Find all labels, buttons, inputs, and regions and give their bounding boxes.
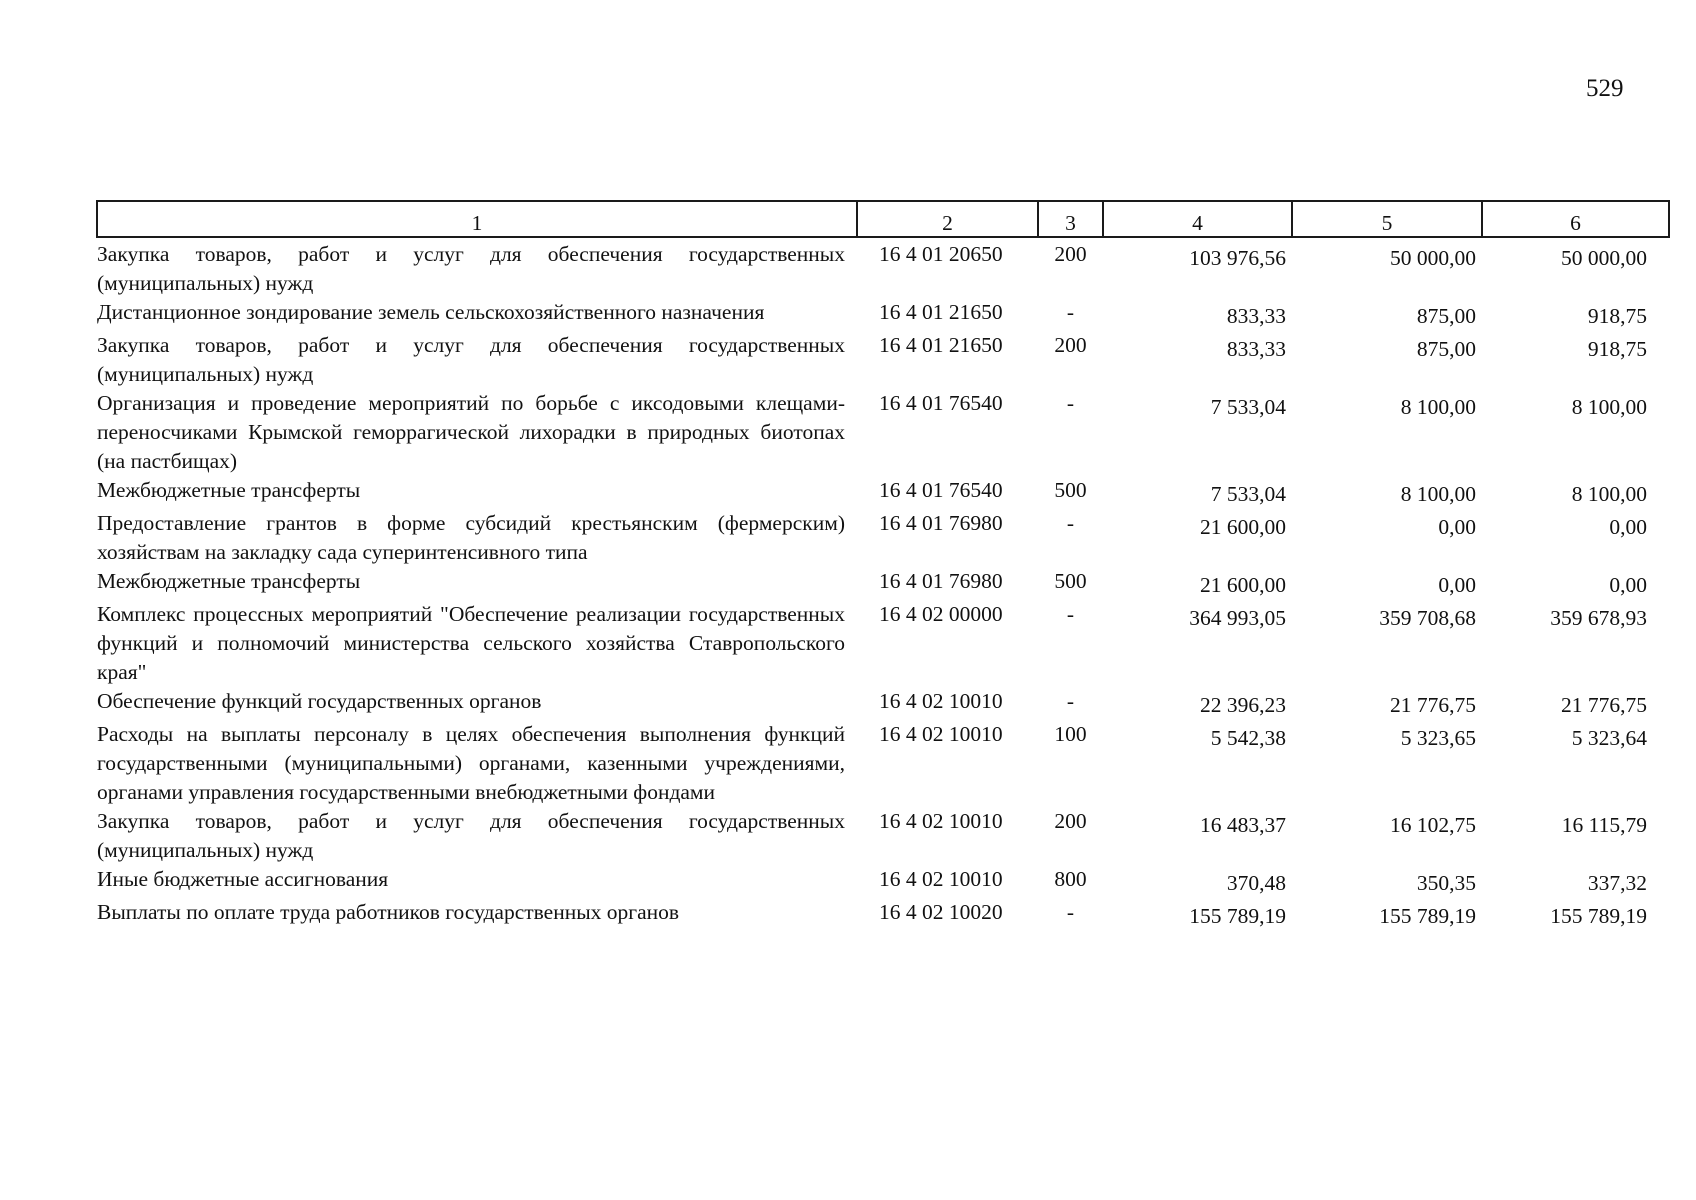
row-name-cell: Иные бюджетные ассигнования — [97, 867, 389, 891]
row-value-col5-cell — [1292, 476, 1482, 509]
table-row — [97, 476, 1669, 509]
row-expense-type-cell: 500 — [1054, 569, 1087, 593]
row-expense-type-cell: 200 — [1054, 809, 1087, 833]
row-value-col4-cell — [1103, 298, 1292, 331]
table-header — [97, 201, 1669, 237]
row-value-col5-cell — [1292, 509, 1482, 567]
row-value-col6-cell — [1482, 509, 1669, 567]
value-text: 16 115,79 — [1561, 813, 1647, 837]
row-value-col4-cell — [1103, 898, 1292, 931]
header-col-1: 1 — [97, 201, 857, 237]
row-value-col4-cell — [1103, 720, 1292, 807]
table-body — [97, 237, 1669, 931]
table-row — [97, 389, 1669, 476]
header-col-6: 6 — [1482, 201, 1669, 237]
value-text: 0,00 — [1438, 573, 1476, 597]
row-code-cell: 16 4 02 10010 — [879, 689, 1003, 713]
row-value-col4-cell — [1103, 331, 1292, 389]
header-row — [97, 201, 1669, 237]
row-value-col5-cell — [1292, 600, 1482, 687]
value-text: 5 323,65 — [1400, 726, 1476, 750]
table-row — [97, 898, 1669, 931]
value-text: 370,48 — [1226, 871, 1286, 895]
value-text: 359 708,68 — [1379, 606, 1476, 630]
row-value-col4-cell — [1103, 476, 1292, 509]
row-value-col4-cell — [1103, 687, 1292, 720]
value-text: 7 533,04 — [1210, 482, 1286, 506]
row-name-cell: Выплаты по оплате труда работников государственных органов — [97, 900, 680, 924]
header-col-2: 2 — [857, 201, 1038, 237]
value-text: 875,00 — [1416, 304, 1476, 328]
row-value-col6-cell — [1482, 476, 1669, 509]
value-text: 7 533,04 — [1210, 395, 1286, 419]
value-text: 833,33 — [1226, 304, 1286, 328]
table-row — [97, 567, 1669, 600]
row-code-cell: 16 4 01 76980 — [879, 511, 1003, 535]
row-value-col5-cell — [1292, 237, 1482, 298]
value-text: 337,32 — [1587, 871, 1647, 895]
value-text: 359 678,93 — [1550, 606, 1647, 630]
table-row — [97, 807, 1669, 865]
row-value-col6-cell — [1482, 898, 1669, 931]
row-value-col4-cell — [1103, 807, 1292, 865]
row-expense-type-cell: 200 — [1054, 333, 1087, 357]
value-text: 5 542,38 — [1210, 726, 1286, 750]
row-code-cell: 16 4 01 21650 — [879, 300, 1003, 324]
row-value-col4-cell — [1103, 600, 1292, 687]
row-name-cell: Межбюджетные трансферты — [97, 569, 361, 593]
row-value-col5-cell — [1292, 898, 1482, 931]
row-code-cell: 16 4 01 20650 — [879, 242, 1003, 266]
row-expense-type-cell: - — [1066, 689, 1075, 713]
row-value-col6-cell — [1482, 865, 1669, 898]
value-text: 50 000,00 — [1561, 246, 1647, 270]
row-value-col4-cell — [1103, 865, 1292, 898]
table-row — [97, 600, 1669, 687]
value-text: 16 102,75 — [1390, 813, 1476, 837]
row-expense-type-cell: 100 — [1054, 722, 1087, 746]
row-value-col4-cell — [1103, 509, 1292, 567]
row-value-col5-cell — [1292, 865, 1482, 898]
row-value-col5-cell — [1292, 389, 1482, 476]
header-col-4: 4 — [1103, 201, 1292, 237]
row-name-cell: Комплекс процессных мероприятий "Обеспечение реализации государственных функций и полномочий министерства сельского хозяйства Ставропольского края" — [97, 602, 845, 684]
value-text: 0,00 — [1438, 515, 1476, 539]
row-code-cell: 16 4 01 76540 — [879, 391, 1003, 415]
row-code-cell: 16 4 02 10020 — [879, 900, 1003, 924]
row-value-col5-cell — [1292, 687, 1482, 720]
row-value-col6-cell — [1482, 389, 1669, 476]
row-value-col6-cell — [1482, 807, 1669, 865]
table-row — [97, 298, 1669, 331]
row-value-col5-cell — [1292, 331, 1482, 389]
row-value-col6-cell — [1482, 331, 1669, 389]
value-text: 364 993,05 — [1189, 606, 1286, 630]
row-code-cell: 16 4 02 10010 — [879, 867, 1003, 891]
value-text: 875,00 — [1416, 337, 1476, 361]
value-text: 21 776,75 — [1561, 693, 1647, 717]
value-text: 155 789,19 — [1379, 904, 1476, 928]
value-text: 8 100,00 — [1400, 395, 1476, 419]
value-text: 155 789,19 — [1189, 904, 1286, 928]
row-value-col4-cell — [1103, 567, 1292, 600]
row-code-cell: 16 4 02 10010 — [879, 722, 1003, 746]
value-text: 103 976,56 — [1189, 246, 1286, 270]
row-value-col5-cell — [1292, 298, 1482, 331]
row-expense-type-cell: - — [1066, 391, 1075, 415]
value-text: 22 396,23 — [1200, 693, 1286, 717]
row-value-col5-cell — [1292, 720, 1482, 807]
row-name-cell: Межбюджетные трансферты — [97, 478, 361, 502]
value-text: 0,00 — [1609, 515, 1647, 539]
row-expense-type-cell: - — [1066, 300, 1075, 324]
row-code-cell: 16 4 02 10010 — [879, 809, 1003, 833]
row-value-col5-cell — [1292, 567, 1482, 600]
row-name-cell: Дистанционное зондирование земель сельскохозяйственного назначения — [97, 300, 765, 324]
row-value-col6-cell — [1482, 298, 1669, 331]
value-text: 8 100,00 — [1400, 482, 1476, 506]
value-text: 918,75 — [1587, 337, 1647, 361]
row-value-col5-cell — [1292, 807, 1482, 865]
row-expense-type-cell: 500 — [1054, 478, 1087, 502]
row-expense-type-cell: 200 — [1054, 242, 1087, 266]
row-code-cell: 16 4 02 00000 — [879, 602, 1003, 626]
row-value-col4-cell — [1103, 237, 1292, 298]
value-text: 21 600,00 — [1200, 515, 1286, 539]
row-value-col6-cell — [1482, 567, 1669, 600]
row-code-cell: 16 4 01 21650 — [879, 333, 1003, 357]
table-row — [97, 509, 1669, 567]
row-expense-type-cell: - — [1066, 602, 1075, 626]
row-code-cell: 16 4 01 76980 — [879, 569, 1003, 593]
row-expense-type-cell: - — [1066, 900, 1075, 924]
budget-table — [96, 200, 1670, 931]
value-text: 918,75 — [1587, 304, 1647, 328]
value-text: 5 323,64 — [1571, 726, 1647, 750]
row-name-cell: Организация и проведение мероприятий по борьбе с иксодовыми клещами-переносчиками Крымской геморрагической лихорадки в природных биотопах (на пастбищах) — [97, 391, 845, 473]
value-text: 0,00 — [1609, 573, 1647, 597]
value-text: 8 100,00 — [1571, 482, 1647, 506]
table-row — [97, 331, 1669, 389]
value-text: 8 100,00 — [1571, 395, 1647, 419]
value-text: 833,33 — [1226, 337, 1286, 361]
table-row — [97, 237, 1669, 298]
page-number: 529 — [1586, 75, 1624, 102]
row-value-col6-cell — [1482, 720, 1669, 807]
header-col-5: 5 — [1292, 201, 1482, 237]
row-expense-type-cell: 800 — [1054, 867, 1087, 891]
row-name-cell: Обеспечение функций государственных органов — [97, 689, 542, 713]
row-name-cell: Закупка товаров, работ и услуг для обеспечения государственных (муниципальных) нужд — [97, 809, 845, 862]
value-text: 155 789,19 — [1550, 904, 1647, 928]
row-expense-type-cell: - — [1066, 511, 1075, 535]
header-col-3: 3 — [1038, 201, 1103, 237]
row-name-cell: Расходы на выплаты персоналу в целях обеспечения выполнения функций государственными (муниципальными) органами, казенными учреждениями, органами управления государственными внебюджетными фондами — [97, 722, 845, 804]
row-value-col6-cell — [1482, 237, 1669, 298]
row-name-cell: Закупка товаров, работ и услуг для обеспечения государственных (муниципальных) нужд — [97, 242, 845, 295]
value-text: 16 483,37 — [1200, 813, 1286, 837]
value-text: 21 600,00 — [1200, 573, 1286, 597]
value-text: 350,35 — [1416, 871, 1476, 895]
row-code-cell: 16 4 01 76540 — [879, 478, 1003, 502]
table-row — [97, 687, 1669, 720]
row-value-col6-cell — [1482, 687, 1669, 720]
table-row — [97, 865, 1669, 898]
row-value-col6-cell — [1482, 600, 1669, 687]
value-text: 21 776,75 — [1390, 693, 1476, 717]
row-name-cell: Закупка товаров, работ и услуг для обеспечения государственных (муниципальных) нужд — [97, 333, 845, 386]
table-row — [97, 720, 1669, 807]
value-text: 50 000,00 — [1390, 246, 1476, 270]
row-value-col4-cell — [1103, 389, 1292, 476]
row-name-cell: Предоставление грантов в форме субсидий крестьянским (фермерским) хозяйствам на закладку сада суперинтенсивного типа — [97, 511, 845, 564]
